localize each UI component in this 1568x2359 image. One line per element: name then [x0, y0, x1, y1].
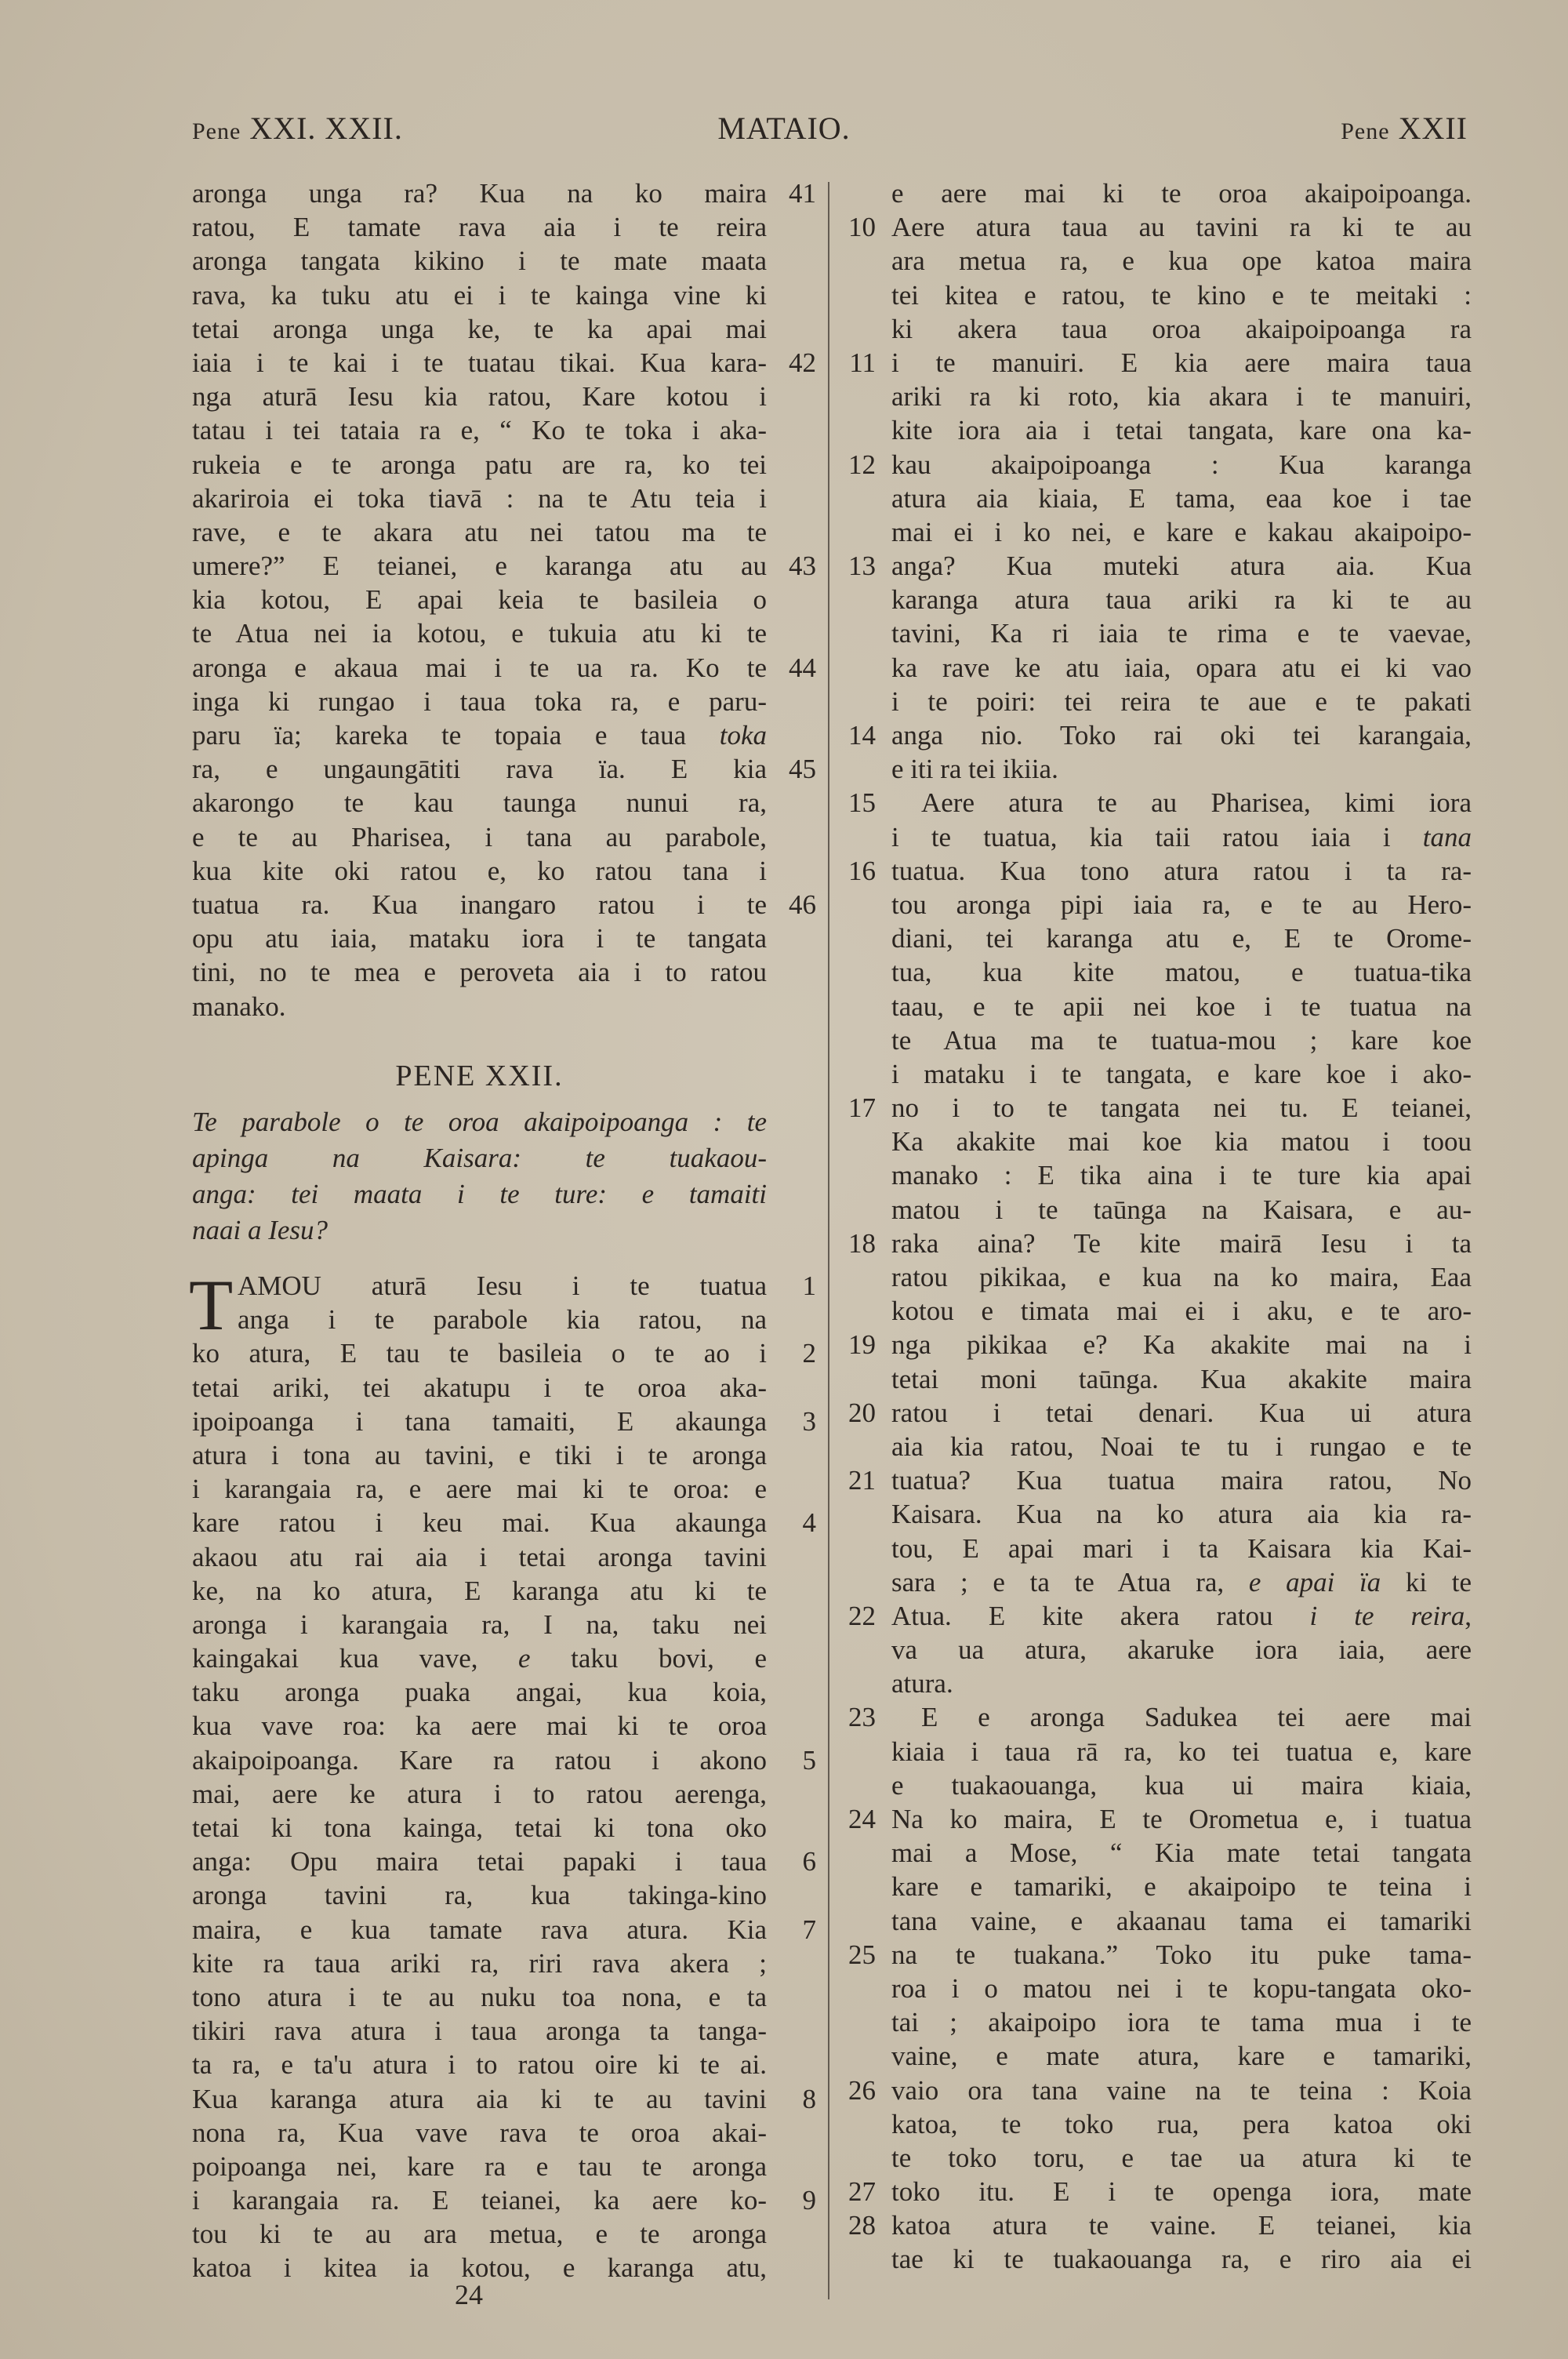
line-text	[192, 1540, 767, 1574]
text-segment: manako.	[192, 990, 286, 1022]
text-segment: Atua. E kite akera ratou	[891, 1600, 1310, 1631]
line-text	[891, 413, 1472, 447]
line-text	[891, 2107, 1472, 2141]
line-text	[192, 448, 767, 482]
line-text	[192, 312, 767, 346]
text-segment: ratou pikikaa, e kua na ko maira, Eaa	[891, 1262, 1472, 1292]
line-text	[891, 718, 1472, 752]
text-segment: ko atura, E tau te basileia o te ao i	[192, 1338, 767, 1369]
text-segment: katoa i kitea ia kotou, e karanga atu,	[192, 2252, 767, 2284]
text-segment: aia kia ratou, Noai te tu i rungao e te	[891, 1430, 1472, 1462]
text-segment: anga i te parabole kia ratou, na	[238, 1304, 767, 1336]
line-text	[891, 752, 1472, 786]
line-text	[192, 278, 767, 312]
line-text	[891, 244, 1472, 278]
drop-cap: T	[189, 1265, 234, 1345]
text-segment: i te poiri: tei reira te aue e te pakati	[891, 685, 1472, 717]
text-segment: taau, e te apii nei koe i te tuatua na	[891, 990, 1472, 1022]
line-text	[192, 1212, 767, 1246]
text-segment: atura i tona au tavini, e tiki i te aronga	[192, 1439, 767, 1470]
line-text	[891, 2005, 1472, 2039]
line-text	[192, 1913, 767, 1946]
line-text	[192, 685, 767, 718]
page-number: 24	[455, 2279, 483, 2310]
verse-number: 25	[848, 1939, 876, 1970]
line-text	[192, 413, 767, 447]
line-text	[891, 2242, 1472, 2276]
text-segment: Ka akakite mai koe kia matou i toou	[891, 1126, 1472, 1158]
text-segment: mai ei i ko nei, e kare e kakau akaipoipo-	[891, 516, 1472, 547]
line-text	[891, 955, 1472, 989]
line-text	[891, 1870, 1472, 1903]
column-divider	[828, 182, 829, 2299]
verse-number: 2	[802, 1338, 816, 1369]
text-segment: tatau i tei tataia ra e, “ Ko te toka i aka-	[192, 415, 767, 446]
text-segment: rukeia e te aronga patu are ra, ko tei	[192, 449, 767, 480]
line-text	[891, 1057, 1472, 1091]
verse-number: 10	[848, 212, 876, 243]
text-segment: aronga unga ra? Kua na ko maira	[192, 178, 767, 209]
line-text	[891, 1972, 1472, 2005]
line-text	[192, 1405, 767, 1438]
text-segment: i mataku i te tangata, e kare koe i ako-	[891, 1058, 1472, 1089]
text-segment: ara metua ra, e kua ope katoa maira	[891, 245, 1472, 277]
line-text	[192, 1777, 767, 1811]
line-text	[192, 990, 767, 1023]
line-text	[192, 2217, 767, 2251]
text-segment: aronga tangata kikino i te mate maata	[192, 245, 767, 277]
text-segment: anga: tei maata i te ture: e tamaiti	[192, 1179, 767, 1209]
text-segment: i te tuatua, kia taii ratou iaia i	[891, 821, 1423, 852]
verse-number: 22	[848, 1600, 876, 1631]
line-text	[192, 380, 767, 413]
verse-number: 42	[789, 347, 816, 378]
text-segment: tetai aronga unga ke, te ka apai mai	[192, 313, 767, 344]
text-segment: nga aturā Iesu kia ratou, Kare kotou i	[192, 381, 767, 413]
line-text	[192, 1641, 767, 1675]
text-segment: vaio ora tana vaine na te teina : Koia	[891, 2074, 1472, 2106]
text-segment: tua, kua kite matou, e tuatua-tika	[891, 957, 1472, 988]
line-text	[192, 786, 767, 820]
text-segment: Kaisara. Kua na ko atura aia kia ra-	[891, 1499, 1472, 1530]
text-segment: kite ra taua ariki ra, riri rava akera ;	[192, 1947, 767, 1979]
text-segment: apinga na Kaisara: te tuakaou-	[192, 1143, 767, 1173]
text-segment: ki akera taua oroa akaipoipoanga ra	[891, 313, 1472, 344]
text-segment: vaine, e mate atura, kare e tamariki,	[891, 2041, 1472, 2072]
text-segment: ta ra, e ta'u atura i to ratou oire ki te ai.	[192, 2049, 767, 2081]
text-segment: va ua atura, akaruke iora iaia, aere	[891, 1634, 1472, 1666]
text-segment: kia kotou, E apai keia te basileia o	[192, 584, 767, 616]
verse-number: 8	[802, 2083, 816, 2114]
text-segment: raka aina? Te kite mairā Iesu i ta	[891, 1227, 1472, 1259]
text-segment: kua kite oki ratou e, ko ratou tana i	[192, 855, 767, 886]
text-segment: e tuakaouanga, kua ui maira kiaia,	[891, 1769, 1472, 1801]
text-segment: tikiri rava atura i taua aronga ta tanga-	[192, 2016, 767, 2047]
text-segment: matou i te taūnga na Kaisara, e au-	[891, 1194, 1472, 1225]
text-segment: no i to te tangata nei tu. E teianei,	[891, 1092, 1472, 1124]
text-segment: tono atura i te au nuku toa nona, e ta	[192, 1981, 767, 2012]
text-segment: inga ki rungao i taua toka ra, e paru-	[192, 685, 767, 717]
line-text	[891, 176, 1472, 210]
text-segment: ,	[1465, 1600, 1472, 1631]
line-text	[891, 346, 1472, 380]
header-chapter: XXII	[1398, 111, 1468, 146]
text-segment: kaingakai kua vave,	[192, 1643, 519, 1674]
line-text	[891, 854, 1472, 888]
text-segment: aronga tavini ra, kua takinga-kino	[192, 1880, 767, 1911]
text-segment: poipoanga nei, kare ra e tau te aronga	[192, 2150, 767, 2182]
text-segment: ratou, E tamate rava aia i te reira	[192, 212, 767, 243]
text-segment: tana vaine, e akaanau tama ei tamariki	[891, 1905, 1472, 1936]
verse-number: 9	[802, 2185, 816, 2216]
text-segment: tini, no te mea e peroveta aia i to ratou	[192, 957, 767, 988]
text-segment: ratou i tetai denari. Kua ui atura	[891, 1397, 1472, 1428]
italic-segment: tana	[1422, 821, 1472, 852]
text-segment: tai ; akaipoipo iora te tama mua i te	[891, 2007, 1472, 2038]
line-text	[891, 448, 1472, 482]
line-text	[891, 1362, 1472, 1396]
text-segment: e aere mai ki te oroa akaipoipoanga.	[891, 178, 1472, 209]
line-text	[192, 1176, 767, 1210]
text-segment: diani, tei karanga atu e, E te Orome-	[891, 923, 1472, 954]
line-text	[891, 515, 1472, 549]
text-segment: taku bovi, e	[530, 1643, 767, 1674]
line-text	[192, 549, 767, 583]
verse-number: 13	[848, 551, 876, 582]
text-segment: aronga i karangaia ra, I na, taku nei	[192, 1608, 767, 1640]
line-text	[891, 1023, 1472, 1057]
line-text	[891, 786, 1472, 820]
verse-number: 43	[789, 551, 816, 582]
verse-number: 20	[848, 1397, 876, 1428]
text-segment: kua vave roa: ka aere mai ki te oroa	[192, 1710, 767, 1742]
text-segment: Te parabole o te oroa akaipoipoanga : te	[192, 1107, 767, 1137]
line-text	[891, 651, 1472, 685]
italic-segment: e	[518, 1643, 531, 1674]
text-segment: tavini, Ka ri iaia te rima e te vaevae,	[891, 618, 1472, 649]
text-segment: ke, na ko atura, E karanga atu ki te	[192, 1575, 767, 1606]
line-text	[891, 1938, 1472, 1972]
text-segment: kotou e timata mai ei i aku, e te aro-	[891, 1296, 1472, 1327]
verse-number: 17	[848, 1092, 876, 1124]
verse-number: 24	[848, 1804, 876, 1834]
text-segment: mai, aere ke atura i to ratou aerenga,	[192, 1778, 767, 1809]
line-text	[891, 1768, 1472, 1802]
text-segment: e iti ra tei ikiia.	[891, 754, 1058, 785]
text-segment: tuatua ra. Kua inangaro ratou i te	[192, 889, 767, 920]
text-segment: tetai moni taūnga. Kua akakite maira	[891, 1363, 1472, 1394]
text-segment: manako : E tika aina i te ture kia apai	[891, 1160, 1472, 1191]
line-text	[891, 278, 1472, 312]
text-segment: i karangaia ra, e aere mai ki te oroa: e	[192, 1474, 767, 1505]
line-text	[192, 515, 767, 549]
line-text	[192, 616, 767, 650]
line-text	[891, 1227, 1472, 1260]
text-segment: E e aronga Sadukea tei aere mai	[921, 1702, 1472, 1733]
line-text	[192, 1574, 767, 1608]
text-segment: katoa, te toko rua, pera katoa oki	[891, 2108, 1472, 2139]
verse-number: 3	[802, 1405, 816, 1437]
verse-number: 21	[848, 1465, 876, 1496]
line-text	[192, 244, 767, 278]
italic-segment: e apai ïa	[1248, 1566, 1381, 1598]
line-text	[891, 2074, 1472, 2107]
line-text	[891, 1700, 1472, 1734]
line-text	[192, 1371, 767, 1405]
verse-number: 14	[848, 720, 876, 751]
text-segment: tou aronga pipi iaia ra, e te au Hero-	[891, 889, 1472, 920]
line-text	[192, 2014, 767, 2048]
verse-number: 45	[789, 754, 816, 785]
text-segment: tou ki te au ara metua, e te aronga	[192, 2219, 767, 2250]
chapter-heading: PENE XXII.	[395, 1060, 564, 1092]
line-text	[192, 482, 767, 515]
text-segment: paru ïa; kareka te topaia e taua	[192, 720, 720, 751]
header-chapters: XXI. XXII.	[249, 111, 403, 146]
line-text	[192, 2082, 767, 2116]
text-segment: ki te	[1381, 1566, 1472, 1598]
verse-number: 18	[848, 1227, 876, 1259]
text-segment: akariroia ei toka tiavā : na te Atu teia i	[192, 482, 767, 514]
line-text	[891, 1294, 1472, 1328]
verse-number: 23	[848, 1702, 876, 1733]
text-segment: kite iora aia i tetai tangata, kare ona ka-	[891, 415, 1472, 446]
text-segment: ariki ra ki roto, kia akara i te manuiri,	[891, 381, 1472, 413]
running-header-right	[1341, 110, 1468, 147]
verse-number: 6	[802, 1846, 816, 1877]
line-text	[891, 1802, 1472, 1836]
line-text	[891, 685, 1472, 718]
text-segment: sara ; e ta te Atua ra,	[891, 1566, 1249, 1598]
line-text	[891, 2175, 1472, 2208]
line-text	[891, 380, 1472, 413]
text-segment: AMOU aturā Iesu i te tuatua	[238, 1270, 767, 1301]
line-text	[192, 2150, 767, 2183]
text-segment: tetai ariki, tei akatupu i te oroa aka-	[192, 1372, 767, 1403]
text-segment: Na ko maira, E te Orometua e, i tuatua	[891, 1804, 1472, 1834]
line-text	[192, 1438, 767, 1472]
text-segment: roa i o matou nei i te kopu-tangata oko-	[891, 1972, 1472, 2004]
line-text	[192, 2048, 767, 2081]
line-text	[891, 990, 1472, 1023]
text-segment: mai a Mose, “ Kia mate tetai tangata	[891, 1837, 1472, 1869]
line-text	[891, 583, 1472, 616]
line-text	[891, 482, 1472, 515]
text-segment: tei kitea e ratou, te kino e te meitaki :	[891, 279, 1472, 311]
line-text	[891, 1497, 1472, 1531]
text-segment: te Atua nei ia kotou, e tukuia atu ki te	[192, 618, 767, 649]
text-segment: nga pikikaa e? Ka akakite mai na i	[891, 1329, 1472, 1361]
verse-number: 12	[848, 449, 876, 480]
line-text	[891, 1396, 1472, 1430]
text-segment: atura aia kiaia, E tama, eaa koe i tae	[891, 482, 1472, 514]
line-text	[891, 2208, 1472, 2242]
text-segment: karanga atura taua ariki ra ki te au	[891, 584, 1472, 616]
text-segment: rava, ka tuku atu ei i te kainga vine ki	[192, 279, 767, 311]
verse-number: 5	[802, 1744, 816, 1776]
line-text	[192, 921, 767, 955]
text-segment: ra, e ungaungātiti rava ïa. E kia	[192, 754, 767, 785]
verse-number: 44	[789, 652, 816, 683]
line-text	[192, 1878, 767, 1912]
text-segment: toko itu. E i te openga iora, mate	[891, 2176, 1472, 2208]
verse-number: 27	[848, 2176, 876, 2208]
text-segment: akarongo te kau taunga nunui ra,	[192, 787, 767, 819]
line-text	[192, 888, 767, 921]
header-pene-label: Pene	[1341, 118, 1390, 144]
line-text	[891, 921, 1472, 955]
line-text	[192, 346, 767, 380]
line-text	[891, 2039, 1472, 2073]
text-segment: katoa atura te vaine. E teianei, kia	[891, 2210, 1472, 2241]
running-header-title: MATAIO.	[717, 111, 851, 146]
line-text	[891, 1565, 1472, 1599]
italic-segment: toka	[719, 720, 767, 751]
text-segment: Kua karanga atura aia ki te au tavini	[192, 2083, 767, 2114]
line-text	[192, 1980, 767, 2014]
text-segment: kare e tamariki, e akaipoipo te teina i	[891, 1871, 1472, 1903]
text-segment: Aere atura te au Pharisea, kimi iora	[921, 787, 1472, 819]
line-text	[891, 616, 1472, 650]
line-text	[891, 1260, 1472, 1294]
verse-number: 26	[848, 2074, 876, 2106]
line-text	[192, 1336, 767, 1370]
text-segment: iaia i te kai i te tuatau tikai. Kua kara-	[192, 347, 767, 378]
text-segment: tuatua. Kua tono atura ratou i ta ra-	[891, 855, 1472, 886]
text-segment: ipoipoanga i tana tamaiti, E akaunga	[192, 1405, 767, 1437]
line-text	[891, 1667, 1472, 1700]
line-text	[891, 1532, 1472, 1565]
text-segment: rave, e te akara atu nei tatou ma te	[192, 516, 767, 547]
line-text	[891, 549, 1472, 583]
text-segment: kare ratou i keu mai. Kua akaunga	[192, 1507, 767, 1539]
line-text	[192, 1506, 767, 1539]
line-text	[192, 1675, 767, 1709]
line-text	[192, 1743, 767, 1777]
verse-number: 4	[802, 1507, 816, 1539]
line-text	[891, 1091, 1472, 1125]
line-text	[891, 1836, 1472, 1870]
line-text	[891, 1158, 1472, 1192]
text-segment: umere?” E teianei, e karanga atu au	[192, 551, 767, 582]
text-segment: tou, E apai mari i ta Kaisara kia Kai-	[891, 1532, 1472, 1564]
line-text	[891, 1430, 1472, 1463]
text-segment: tuatua? Kua tuatua maira ratou, No	[891, 1465, 1472, 1496]
text-segment: maira, e kua tamate rava atura. Kia	[192, 1914, 767, 1945]
italic-segment: i te reira	[1309, 1600, 1465, 1631]
text-segment: ka rave ke atu iaia, opara atu ei ki vao	[891, 652, 1472, 683]
text-segment: te toko toru, e tae ua atura ki te	[891, 2142, 1472, 2173]
line-text	[192, 1709, 767, 1743]
verse-number: 41	[789, 178, 816, 209]
line-text	[192, 1608, 767, 1641]
text-segment: taku aronga puaka angai, kua koia,	[192, 1677, 767, 1708]
verse-number: 46	[789, 889, 816, 920]
line-text	[891, 1463, 1472, 1497]
line-text	[192, 1303, 767, 1336]
line-text	[891, 820, 1472, 854]
line-text	[192, 583, 767, 616]
text-segment: e te au Pharisea, i tana au parabole,	[192, 821, 767, 852]
verse-number: 19	[848, 1329, 876, 1361]
text-segment: opu atu iaia, mataku iora i te tangata	[192, 923, 767, 954]
line-text	[192, 1845, 767, 1878]
text-segment: aronga e akaua mai i te ua ra. Ko te	[192, 652, 767, 683]
line-text	[192, 718, 767, 752]
verse-number: 7	[802, 1914, 816, 1945]
verse-number: 16	[848, 855, 876, 886]
line-text	[891, 1633, 1472, 1667]
line-text	[192, 1472, 767, 1506]
header-pene-label: Pene	[192, 118, 241, 144]
text-segment: te Atua ma te tuatua-mou ; kare koe	[891, 1024, 1472, 1056]
text-segment: anga nio. Toko rai oki tei karangaia,	[891, 720, 1472, 751]
line-text	[192, 1946, 767, 1980]
line-text	[192, 752, 767, 786]
text-segment: naai a Iesu?	[192, 1215, 328, 1245]
line-text	[192, 1269, 767, 1303]
line-text	[891, 1328, 1472, 1361]
line-text	[891, 888, 1472, 921]
text-segment: kiaia i taua rā ra, ko tei tuatua e, kare	[891, 1736, 1472, 1767]
line-text	[192, 820, 767, 854]
line-text	[891, 1193, 1472, 1227]
text-segment: akaipoipoanga. Kare ra ratou i akono	[192, 1744, 767, 1776]
verse-number: 11	[849, 347, 876, 378]
text-segment: atura.	[891, 1668, 953, 1699]
line-text	[192, 651, 767, 685]
verse-number: 28	[848, 2210, 876, 2241]
text-segment: anga: Opu maira tetai papaki i taua	[192, 1846, 767, 1877]
line-text	[192, 176, 767, 210]
line-text	[192, 2183, 767, 2217]
line-text	[891, 1904, 1472, 1938]
line-text	[891, 2141, 1472, 2175]
text-segment: na te tuakana.” Toko itu puke tama-	[891, 1939, 1472, 1970]
line-text	[192, 854, 767, 888]
text-segment: i te manuiri. E kia aere maira taua	[891, 347, 1472, 378]
line-text	[192, 1140, 767, 1174]
line-text	[192, 1811, 767, 1845]
line-text	[192, 1104, 767, 1138]
line-text	[891, 210, 1472, 244]
text-segment: akaou atu rai aia i tetai aronga tavini	[192, 1541, 767, 1572]
line-text	[891, 1125, 1472, 1158]
line-text	[891, 312, 1472, 346]
text-segment: i karangaia ra. E teianei, ka aere ko-	[192, 2185, 767, 2216]
verse-number: 15	[848, 787, 876, 819]
line-text	[891, 1735, 1472, 1768]
text-segment: kau akaipoipoanga : Kua karanga	[891, 449, 1472, 480]
text-segment: tetai ki tona kainga, tetai ki tona oko	[192, 1812, 767, 1843]
line-text	[891, 1599, 1472, 1633]
text-segment: anga? Kua muteki atura aia. Kua	[891, 551, 1472, 582]
line-text	[192, 2116, 767, 2150]
line-text	[192, 210, 767, 244]
text-segment: Aere atura taua au tavini ra ki te au	[891, 212, 1472, 243]
line-text	[192, 955, 767, 989]
text-segment: nona ra, Kua vave rava te oroa akai-	[192, 2117, 767, 2148]
text-segment: tae ki te tuakaouanga ra, e riro aia ei	[891, 2244, 1472, 2275]
verse-number: 1	[802, 1270, 816, 1301]
